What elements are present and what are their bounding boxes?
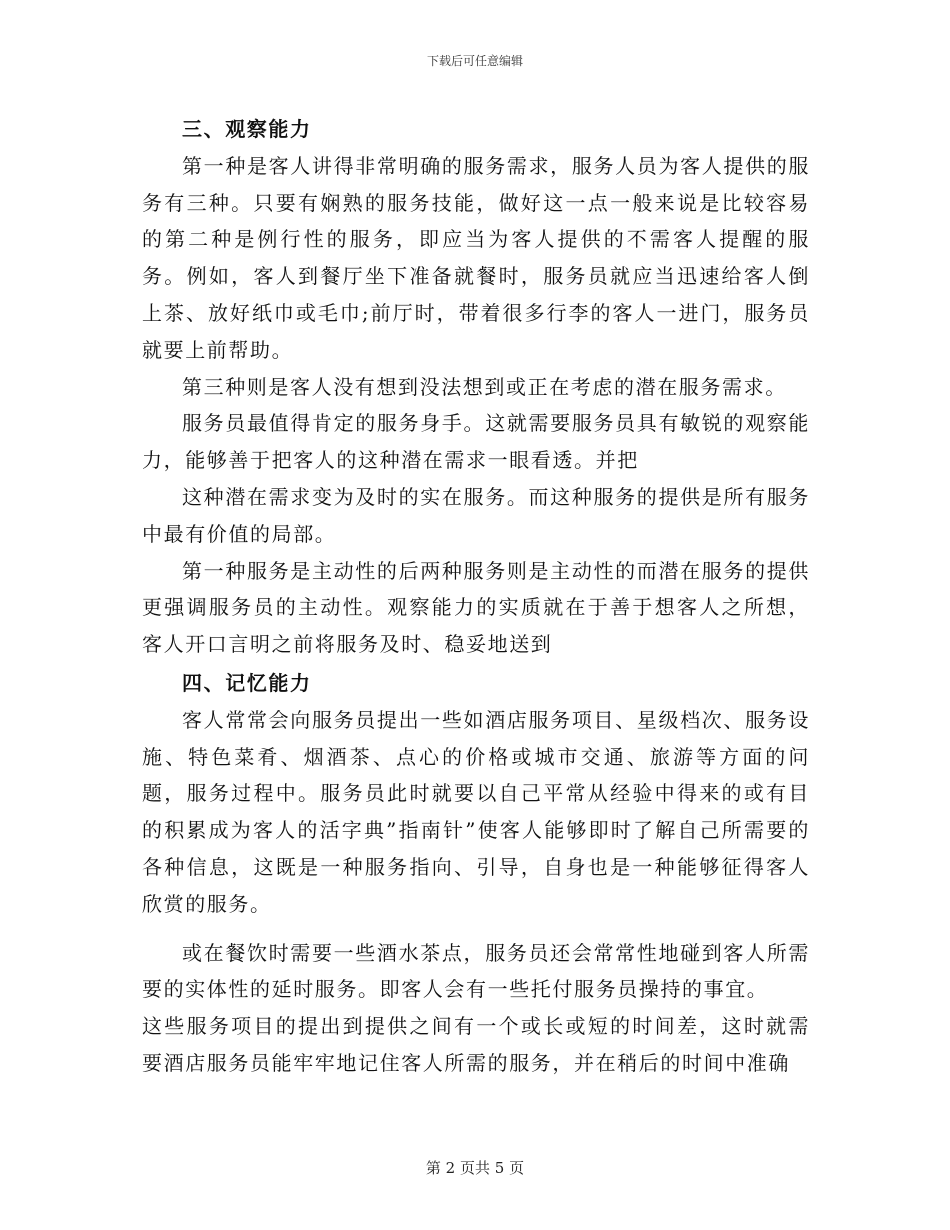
section-3-paragraph-5: 第一种服务是主动性的后两种服务则是主动性的而潜在服务的提供更强调服务员的主动性。观察能力的实质就在于善于想客人之所想，客人开口言明之前将服务及时、稳妥地送到 <box>142 558 810 657</box>
page-number-footer: 第 2 页共 5 页 <box>425 1159 525 1177</box>
section-4-paragraph-1: 客人常常会向服务员提出一些如酒店服务项目、星级档次、服务设施、特色菜肴、烟酒茶、点心的价格或城市交通、旅游等方面的问题，服务过程中。服务员此时就要以自己平常从经验中得来的或有目的积累成为客人的活字典”指南针”使客人能够即时了解自己所需要的各种信息，这既是一种服务指向、引导，自身也是一种能够征得客人欣赏的服务。 <box>142 707 810 916</box>
section-4-title: 四、记忆能力 <box>182 670 312 695</box>
section-3-paragraph-4: 这种潜在需求变为及时的实在服务。而这种服务的提供是所有服务中最有价值的局部。 <box>142 484 810 546</box>
section-3-paragraph-3: 服务员最值得肯定的服务身手。这就需要服务员具有敏锐的观察能力，能够善于把客人的这种潜在需求一眼看透。并把 <box>142 411 810 473</box>
document-body <box>142 111 810 1082</box>
section-4-paragraph-3: 这些服务项目的提出到提供之间有一个或长或短的时间差，这时就需要酒店服务员能牢牢地记住客人所需的服务，并在稍后的时间中准确 <box>142 1014 810 1075</box>
section-3-title: 三、观察能力 <box>182 117 312 141</box>
section-3-paragraph-1: 第一种是客人讲得非常明确的服务需求，服务人员为客人提供的服务有三种。只要有娴熟的服务技能，做好这一点一般来说是比较容易的第二种是例行性的服务，即应当为客人提供的不需客人提醒的服务。例如，客人到餐厅坐下准备就餐时，服务员就应当迅速给客人倒上茶、放好纸巾或毛巾;前厅时，带着很多行李的客人一进门，服务员就要上前帮助。 <box>142 153 810 362</box>
section-4-paragraph-2: 或在餐饮时需要一些酒水茶点，服务员还会常常性地碰到客人所需要的实体性的延时服务。即客人会有一些托付服务员操持的事宜。 <box>142 940 810 1002</box>
page-header-note: 下载后可任意编辑 <box>426 54 523 68</box>
section-3-paragraph-2: 第三种则是客人没有想到没法想到或正在考虑的潜在服务需求。 <box>182 374 787 399</box>
